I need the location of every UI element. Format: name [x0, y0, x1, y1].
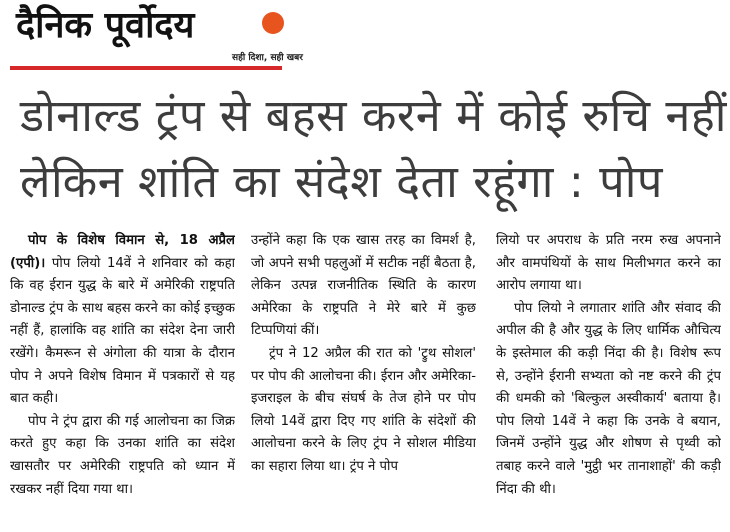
article-column-2 [251, 230, 476, 532]
article-paragraph: पोप ने ट्रंप द्वारा की गई आलोचना का जिक्र करते हुए कहा कि उनका शांति का संदेश खासतौर पर अमेरिकी राष्ट्रपति को ध्यान में रखकर नहीं दिया गया था। [10, 413, 235, 497]
headline-line-1: डोनाल्ड ट्रंप से बहस करने में कोई रुचि नहीं [20, 89, 727, 142]
masthead [10, 0, 730, 76]
newspaper-logo: दैनिक पूर्वोदय [16, 5, 195, 46]
article-paragraph: लियो पर अपराध के प्रति नरम रुख अपनाने और वामपंथियों के साथ मिलीभगत करने का आरोप लगाया था। [496, 233, 721, 294]
masthead-underline [10, 66, 282, 70]
article-paragraph: उन्होंने कहा कि एक खास तरह का विमर्श है, जो अपने सभी पहलुओं में सटीक नहीं बैठता है, लेकिन उत्पन्न राजनीतिक स्थिति के कारण अमेरिका के राष्ट्रपति ने मेरे बारे में कुछ टिप्पणियां कीं। [251, 233, 476, 339]
dateline: पोप के विशेष विमान से, 18 अप्रैल (एपी)। [10, 233, 235, 271]
article-column-1 [10, 230, 235, 532]
headline-line-2: लेकिन शांति का संदेश देता रहूंगा : पोप [20, 155, 663, 208]
paragraph-text: पोप लियो 14वें ने शनिवार को कहा कि वह ईरान युद्ध के बारे में अमेरिकी राष्ट्रपति डोनाल्ड ट्रंप के साथ बहस करने का कोई इच्छुक नहीं हैं, हालांकि वह शांति का संदेश देना जारी रखेंगे। कैमरून से अंगोला की यात्रा के दौरान पोप ने अपने विशेष विमान में पत्रकारों से यह बात कही। [10, 255, 235, 407]
article-paragraph: पोप लियो ने लगातार शांति और संवाद की अपील की है और युद्ध के लिए धार्मिक औचित्य के इस्तेमाल की कड़ी निंदा की है। विशेष रूप से, उन्होंने ईरानी सभ्यता को नष्ट करने की ट्रंप की धमकी को 'बिल्कुल अस्वीकार्य' बताया है। पोप लियो 14वें ने कहा कि उनके वे बयान, जिनमें उन्होंने युद्ध और शोषण से पृथ्वी को तबाह करने वाले 'मुट्ठी भर तानाशाहों' की कड़ी निंदा की थी। [496, 300, 721, 497]
logo-sun-icon [262, 12, 284, 34]
tagline: सही दिशा, सही खबर [232, 53, 303, 63]
article-column-3 [496, 230, 721, 532]
article-paragraph [10, 230, 235, 411]
article-paragraph: ट्रंप ने 12 अप्रैल की रात को 'ट्रुथ सोशल' पर पोप की आलोचना की। ईरान और अमेरिका-इजराइल के बीच संघर्ष के तेज होने पर पोप लियो 14वें द्वारा दिए गए शांति के संदेशों की आलोचना करने के लिए ट्रंप ने सोशल मीडिया का सहारा लिया था। ट्रंप ने पोप [251, 345, 476, 474]
